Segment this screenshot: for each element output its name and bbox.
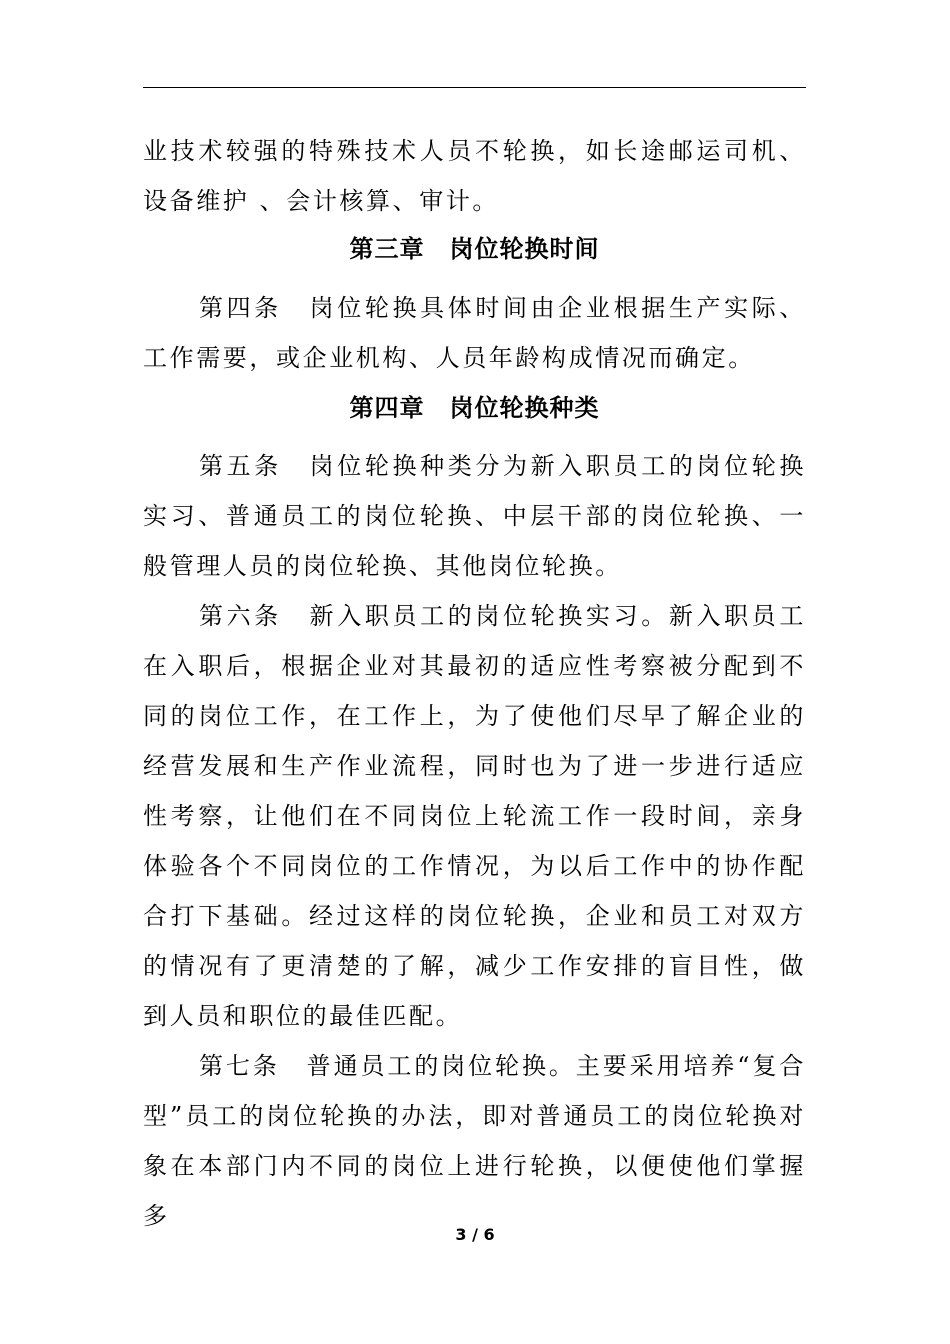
document-body <box>143 126 806 1241</box>
chapter-4-heading: 第四章 岗位轮换种类 <box>349 394 600 422</box>
article-4: 第四条 岗位轮换具体时间由企业根据生产实际、工作需要，或企业机构、人员年龄构成情况而确定。 <box>143 294 806 372</box>
article-6: 第六条 新入职员工的岗位轮换实习。新入职员工在入职后，根据企业对其最初的适应性考察被分配到不同的岗位工作，在工作上，为了使他们尽早了解企业的经营发展和生产作业流程，同时也为了进一步进行适应性考察，让他们在不同岗位上轮流工作一段时间，亲身体验各个不同岗位的工作情况，为以后工作中的协作配合打下基础。经过这样的岗位轮换，企业和员工对双方的情况有了更清楚的了解，减少工作安排的盲目性，做到人员和职位的最佳匹配。 <box>143 602 806 1030</box>
chapter-3-heading: 第三章 岗位轮换时间 <box>349 235 600 263</box>
continued-paragraph: 业技术较强的特殊技术人员不轮换，如长途邮运司机、设备维护 、会计核算、审计。 <box>143 137 806 215</box>
article-5: 第五条 岗位轮换种类分为新入职员工的岗位轮换实习、普通员工的岗位轮换、中层干部的岗位轮换、一般管理人员的岗位轮换、其他岗位轮换。 <box>143 452 806 580</box>
header-rule <box>143 87 806 88</box>
article-7: 第七条 普通员工的岗位轮换。主要采用培养“复合型”员工的岗位轮换的办法，即对普通员工的岗位轮换对象在本部门内不同的岗位上进行轮换，以便使他们掌握多 <box>143 1052 806 1230</box>
page-number: 3 / 6 <box>455 1225 495 1244</box>
